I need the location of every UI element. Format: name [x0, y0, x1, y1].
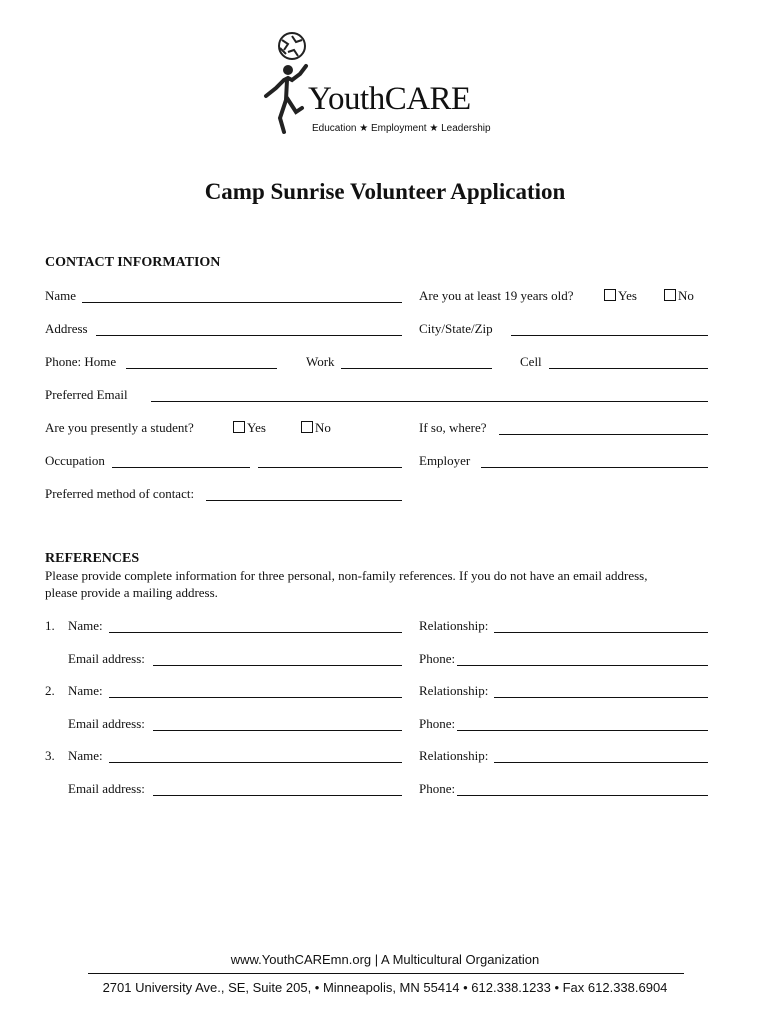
reference-relationship-label: Relationship: [419, 683, 489, 698]
reference-email-label: Email address: [68, 716, 145, 731]
references-instructions-2: please provide a mailing address. [45, 585, 218, 600]
reference-email-label: Email address: [68, 781, 145, 796]
reference-2-phone-field[interactable] [457, 730, 708, 731]
logo [258, 30, 508, 138]
reference-relationship-label: Relationship: [419, 618, 489, 633]
reference-1-phone-field[interactable] [457, 665, 708, 666]
logo-brand: YouthCARE [308, 81, 471, 117]
occupation-field-1[interactable] [112, 467, 250, 468]
school-label: If so, where? [419, 420, 487, 435]
age-no-label: No [678, 288, 694, 303]
reference-number: 2. [45, 683, 55, 698]
reference-number: 1. [45, 618, 55, 633]
cell-label: Cell [520, 354, 542, 369]
student-yes-checkbox[interactable] [233, 421, 245, 433]
footer-website: www.YouthCAREmn.org | A Multicultural Organization [230, 952, 540, 967]
footer-divider [88, 973, 684, 974]
email-field[interactable] [151, 401, 708, 402]
reference-1-email-field[interactable] [153, 665, 402, 666]
reference-2-relationship-field[interactable] [494, 697, 708, 698]
student-no-label: No [315, 420, 331, 435]
reference-name-label: Name: [68, 618, 103, 633]
student-question: Are you presently a student? [45, 420, 194, 435]
student-no-option[interactable] [301, 420, 331, 436]
reference-3-email-field[interactable] [153, 795, 402, 796]
reference-email-label: Email address: [68, 651, 145, 666]
reference-phone-label: Phone: [419, 781, 456, 796]
employer-label: Employer [419, 453, 471, 468]
work-phone-field[interactable] [341, 368, 492, 369]
contact-method-field[interactable] [206, 500, 402, 501]
age-yes-label: Yes [618, 288, 637, 303]
city-field[interactable] [511, 335, 708, 336]
reference-1-name-field[interactable] [109, 632, 402, 633]
student-yes-label: Yes [247, 420, 266, 435]
age-no-checkbox[interactable] [664, 289, 676, 301]
work-label: Work [306, 354, 335, 369]
reference-number: 3. [45, 748, 55, 763]
reference-name-label: Name: [68, 683, 103, 698]
age-yes-checkbox[interactable] [604, 289, 616, 301]
reference-2-name-field[interactable] [109, 697, 402, 698]
reference-1-relationship-field[interactable] [494, 632, 708, 633]
contact-heading: CONTACT INFORMATION [45, 255, 221, 270]
employer-field[interactable] [481, 467, 708, 468]
name-field[interactable] [82, 302, 402, 303]
reference-relationship-label: Relationship: [419, 748, 489, 763]
reference-3-name-field[interactable] [109, 762, 402, 763]
reference-name-label: Name: [68, 748, 103, 763]
cell-phone-field[interactable] [549, 368, 708, 369]
occupation-label: Occupation [45, 453, 105, 468]
age-question: Are you at least 19 years old? [419, 288, 574, 303]
city-label: City/State/Zip [419, 321, 493, 336]
page-title: Camp Sunrise Volunteer Application [204, 179, 566, 204]
phone-home-field[interactable] [126, 368, 277, 369]
references-heading: REFERENCES [45, 551, 140, 566]
logo-tagline: Education ★ Employment ★ Leadership [312, 123, 491, 134]
footer-address: 2701 University Ave., SE, Suite 205, • Minneapolis, MN 55414 • 612.338.1233 • Fax 612.338.6904 [102, 980, 668, 995]
reference-phone-label: Phone: [419, 716, 456, 731]
phone-home-label: Phone: Home [45, 354, 117, 369]
reference-3-relationship-field[interactable] [494, 762, 708, 763]
age-yes-option[interactable] [604, 288, 637, 304]
email-label: Preferred Email [45, 387, 128, 402]
references-instructions-1: Please provide complete information for three personal, non-family references. If you do not have an email address, [45, 568, 648, 583]
reference-2-email-field[interactable] [153, 730, 402, 731]
contact-method-label: Preferred method of contact: [45, 486, 195, 501]
occupation-field-2[interactable] [258, 467, 402, 468]
address-label: Address [45, 321, 88, 336]
reference-3-phone-field[interactable] [457, 795, 708, 796]
name-label: Name [45, 288, 77, 303]
school-field[interactable] [499, 434, 708, 435]
age-no-option[interactable] [664, 288, 694, 304]
address-field[interactable] [96, 335, 402, 336]
reference-phone-label: Phone: [419, 651, 456, 666]
student-yes-option[interactable] [233, 420, 266, 436]
student-no-checkbox[interactable] [301, 421, 313, 433]
